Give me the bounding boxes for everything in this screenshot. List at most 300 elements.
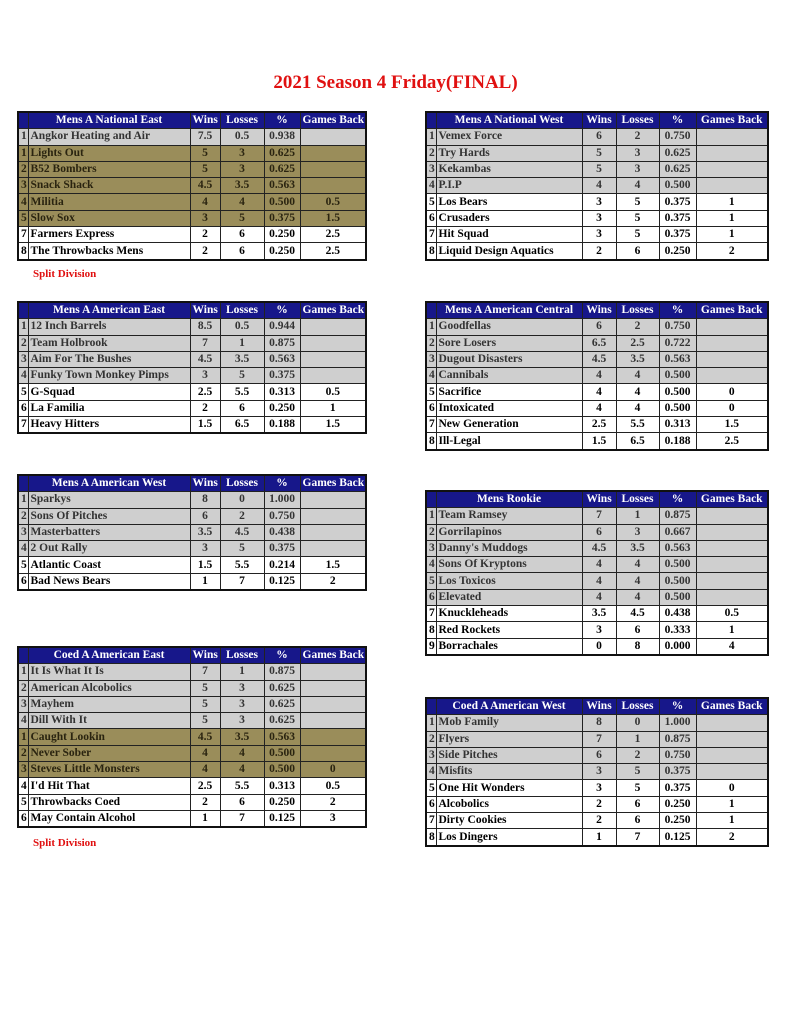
games-back (696, 557, 768, 573)
rank: 2 (18, 680, 28, 696)
team-name: Knuckleheads (436, 606, 582, 622)
table-header-row (18, 112, 366, 129)
rank: 5 (426, 384, 436, 400)
pct-header: % (264, 112, 300, 129)
games-back: 1 (696, 210, 768, 226)
table-row (18, 541, 366, 557)
rank: 2 (18, 745, 28, 761)
win-pct: 0.375 (659, 227, 696, 243)
table-row (426, 829, 768, 846)
table-row (426, 715, 768, 731)
win-pct: 0.875 (264, 664, 300, 680)
table-row (426, 335, 768, 351)
rank: 6 (426, 400, 436, 416)
losses: 1 (220, 664, 264, 680)
team-name: Slow Sox (28, 210, 190, 226)
losses: 6 (220, 227, 264, 243)
games-back (300, 145, 366, 161)
wins-header: Wins (582, 302, 616, 319)
win-pct: 0.375 (659, 194, 696, 210)
losses: 6.5 (220, 417, 264, 434)
team-name: Misfits (436, 764, 582, 780)
table-row (18, 573, 366, 590)
win-pct: 0.250 (264, 243, 300, 260)
team-name: Elevated (436, 589, 582, 605)
wins: 2.5 (582, 417, 616, 433)
table-row (18, 417, 366, 434)
losses: 5 (220, 368, 264, 384)
rank: 3 (18, 178, 28, 194)
table-row (18, 210, 366, 226)
wins: 6 (582, 524, 616, 540)
pct-header: % (659, 302, 696, 319)
losses: 7 (616, 829, 659, 846)
table-row (18, 664, 366, 680)
pct-header: % (659, 491, 696, 508)
table-row (426, 638, 768, 655)
games-back (696, 335, 768, 351)
wins: 2 (190, 794, 220, 810)
win-pct: 0.563 (659, 351, 696, 367)
rank: 8 (18, 243, 28, 260)
wins-header: Wins (190, 112, 220, 129)
wins: 4 (582, 384, 616, 400)
table-row (426, 508, 768, 524)
table-row (426, 540, 768, 556)
team-name: Sons Of Pitches (28, 508, 190, 524)
losses: 3.5 (220, 178, 264, 194)
losses: 4 (616, 573, 659, 589)
win-pct: 0.625 (264, 713, 300, 729)
rank: 1 (426, 508, 436, 524)
division-name: Mens A American Central (436, 302, 582, 319)
losses: 5.5 (220, 557, 264, 573)
games-back (696, 351, 768, 367)
losses: 5 (220, 210, 264, 226)
team-name: Mayhem (28, 696, 190, 712)
table-row (18, 713, 366, 729)
win-pct: 0.667 (659, 524, 696, 540)
games-back (696, 368, 768, 384)
wins: 2 (582, 243, 616, 260)
games-back: 2.5 (696, 433, 768, 450)
team-name: One Hit Wonders (436, 780, 582, 796)
games-back (300, 335, 366, 351)
losses: 4.5 (220, 524, 264, 540)
win-pct: 0.438 (264, 524, 300, 540)
wins: 8 (582, 715, 616, 731)
games-back (696, 508, 768, 524)
win-pct: 0.375 (264, 368, 300, 384)
team-name: Hit Squad (436, 227, 582, 243)
team-name: Caught Lookin (28, 729, 190, 745)
games-back: 1 (696, 227, 768, 243)
wins: 1.5 (190, 557, 220, 573)
win-pct: 0.563 (659, 540, 696, 556)
wins: 4 (190, 762, 220, 778)
games-back-header: Games Back (300, 112, 366, 129)
games-back: 1 (300, 400, 366, 416)
losses: 5 (616, 780, 659, 796)
wins: 4 (582, 573, 616, 589)
rank: 1 (426, 129, 436, 145)
losses-header: Losses (616, 491, 659, 508)
rank-header (426, 698, 436, 715)
win-pct: 0.625 (264, 161, 300, 177)
team-name: La Familia (28, 400, 190, 416)
table-header-row (18, 647, 366, 664)
wins: 1 (582, 829, 616, 846)
win-pct: 0.333 (659, 622, 696, 638)
win-pct: 0.563 (264, 178, 300, 194)
games-back-header: Games Back (300, 475, 366, 492)
wins: 4 (582, 178, 616, 194)
games-back-header: Games Back (696, 302, 768, 319)
losses-header: Losses (220, 112, 264, 129)
games-back (696, 573, 768, 589)
team-name: Gorrilapinos (436, 524, 582, 540)
games-back (300, 161, 366, 177)
table-row (426, 384, 768, 400)
win-pct: 0.214 (264, 557, 300, 573)
table-row (426, 606, 768, 622)
losses: 1 (220, 335, 264, 351)
wins: 5 (190, 680, 220, 696)
table-row (426, 780, 768, 796)
team-name: Funky Town Monkey Pimps (28, 368, 190, 384)
rank: 3 (426, 351, 436, 367)
table-header-row (426, 698, 768, 715)
games-back: 0 (300, 762, 366, 778)
win-pct: 0.250 (659, 796, 696, 812)
games-back: 1 (696, 813, 768, 829)
losses: 0.5 (220, 319, 264, 335)
losses: 2.5 (616, 335, 659, 351)
rank: 4 (426, 368, 436, 384)
wins: 4.5 (190, 178, 220, 194)
losses: 5.5 (220, 778, 264, 794)
games-back: 2 (300, 794, 366, 810)
games-back-header: Games Back (696, 112, 768, 129)
rank: 2 (426, 731, 436, 747)
wins: 3.5 (190, 524, 220, 540)
games-back: 1.5 (300, 417, 366, 434)
table-row (426, 400, 768, 416)
team-name: Aim For The Bushes (28, 351, 190, 367)
standings-table-coed-a-american-west (425, 697, 769, 847)
team-name: American Alcobolics (28, 680, 190, 696)
games-back-header: Games Back (300, 647, 366, 664)
wins-header: Wins (582, 491, 616, 508)
losses: 3 (220, 680, 264, 696)
losses: 4 (616, 557, 659, 573)
rank: 3 (18, 524, 28, 540)
wins: 7 (190, 664, 220, 680)
losses-header: Losses (220, 475, 264, 492)
wins: 1 (190, 810, 220, 827)
wins-header: Wins (582, 112, 616, 129)
team-name: Sore Losers (436, 335, 582, 351)
games-back (300, 368, 366, 384)
wins: 3 (582, 780, 616, 796)
rank: 6 (426, 796, 436, 812)
wins: 6 (190, 508, 220, 524)
losses-header: Losses (616, 112, 659, 129)
team-name: Snack Shack (28, 178, 190, 194)
wins: 1.5 (582, 433, 616, 450)
wins: 4 (190, 194, 220, 210)
win-pct: 0.500 (659, 400, 696, 416)
team-name: 12 Inch Barrels (28, 319, 190, 335)
team-name: Los Bears (436, 194, 582, 210)
games-back (300, 729, 366, 745)
rank-header (426, 491, 436, 508)
rank: 9 (426, 638, 436, 655)
rank: 1 (426, 319, 436, 335)
losses: 6 (220, 400, 264, 416)
wins: 6 (582, 129, 616, 145)
team-name: Red Rockets (436, 622, 582, 638)
win-pct: 0.313 (264, 384, 300, 400)
wins: 3 (582, 227, 616, 243)
rank: 2 (426, 145, 436, 161)
table-row (426, 319, 768, 335)
losses: 1 (616, 508, 659, 524)
team-name: New Generation (436, 417, 582, 433)
table-row (426, 573, 768, 589)
wins: 5 (190, 696, 220, 712)
team-name: Sons Of Kryptons (436, 557, 582, 573)
losses: 5 (616, 194, 659, 210)
wins: 3 (582, 622, 616, 638)
table-row (426, 210, 768, 226)
win-pct: 0.125 (264, 573, 300, 590)
rank: 1 (426, 715, 436, 731)
games-back: 0.5 (300, 194, 366, 210)
win-pct: 0.875 (264, 335, 300, 351)
losses: 3 (616, 524, 659, 540)
rank: 4 (18, 368, 28, 384)
losses: 7 (220, 810, 264, 827)
table-row (18, 319, 366, 335)
team-name: Team Holbrook (28, 335, 190, 351)
win-pct: 0.750 (659, 129, 696, 145)
losses: 6 (616, 813, 659, 829)
wins: 4.5 (190, 351, 220, 367)
losses: 3 (220, 696, 264, 712)
team-name: Los Dingers (436, 829, 582, 846)
games-back (696, 178, 768, 194)
rank-header (18, 647, 28, 664)
table-row (426, 178, 768, 194)
table-row (426, 243, 768, 260)
win-pct: 0.188 (264, 417, 300, 434)
team-name: Atlantic Coast (28, 557, 190, 573)
team-name: Flyers (436, 731, 582, 747)
rank: 3 (426, 161, 436, 177)
games-back: 2 (696, 829, 768, 846)
team-name: Alcobolics (436, 796, 582, 812)
table-row (18, 794, 366, 810)
team-name: Side Pitches (436, 747, 582, 763)
losses: 0 (616, 715, 659, 731)
games-back: 0 (696, 400, 768, 416)
rank: 5 (426, 194, 436, 210)
losses: 5.5 (220, 384, 264, 400)
games-back (300, 178, 366, 194)
standings-table-mens-a-american-east (17, 301, 367, 434)
table-row (426, 524, 768, 540)
table-row (18, 145, 366, 161)
games-back (300, 319, 366, 335)
table-row (18, 508, 366, 524)
table-row (426, 129, 768, 145)
games-back: 2.5 (300, 243, 366, 260)
wins: 3 (190, 541, 220, 557)
team-name: Cannibals (436, 368, 582, 384)
games-back: 1.5 (300, 210, 366, 226)
win-pct: 0.750 (659, 747, 696, 763)
table-row (426, 368, 768, 384)
win-pct: 0.375 (659, 210, 696, 226)
losses: 3 (220, 713, 264, 729)
rank: 4 (18, 713, 28, 729)
rank-header (18, 302, 28, 319)
wins: 7 (190, 335, 220, 351)
win-pct: 0.375 (659, 780, 696, 796)
split-division-note: Split Division (33, 268, 97, 280)
losses: 3.5 (616, 351, 659, 367)
losses: 4 (616, 384, 659, 400)
table-row (426, 194, 768, 210)
pct-header: % (264, 647, 300, 664)
games-back: 4 (696, 638, 768, 655)
table-row (18, 351, 366, 367)
wins: 2 (582, 796, 616, 812)
losses: 4 (616, 368, 659, 384)
win-pct: 0.750 (264, 508, 300, 524)
rank: 3 (18, 351, 28, 367)
wins: 7 (582, 508, 616, 524)
win-pct: 0.625 (659, 161, 696, 177)
losses: 4 (616, 400, 659, 416)
rank: 4 (426, 764, 436, 780)
division-name: Mens A American East (28, 302, 190, 319)
win-pct: 0.500 (659, 589, 696, 605)
table-row (426, 417, 768, 433)
rank: 7 (426, 606, 436, 622)
team-name: Militia (28, 194, 190, 210)
wins: 2.5 (190, 384, 220, 400)
table-row (18, 810, 366, 827)
table-row (18, 557, 366, 573)
wins-header: Wins (190, 475, 220, 492)
win-pct: 0.250 (264, 400, 300, 416)
wins: 4.5 (190, 729, 220, 745)
table-row (426, 622, 768, 638)
games-back (300, 129, 366, 145)
table-row (18, 194, 366, 210)
losses: 3.5 (220, 729, 264, 745)
team-name: Intoxicated (436, 400, 582, 416)
losses: 6.5 (616, 433, 659, 450)
division-name: Coed A American West (436, 698, 582, 715)
standings-table-mens-a-american-west (17, 474, 367, 591)
team-name: It Is What It Is (28, 664, 190, 680)
games-back (696, 747, 768, 763)
team-name: The Throwbacks Mens (28, 243, 190, 260)
rank-header (426, 112, 436, 129)
wins: 3 (190, 210, 220, 226)
losses: 2 (616, 747, 659, 763)
wins: 6.5 (582, 335, 616, 351)
standings-table-coed-a-american-east (17, 646, 367, 828)
losses: 0 (220, 492, 264, 508)
win-pct: 0.750 (659, 319, 696, 335)
team-name: Dugout Disasters (436, 351, 582, 367)
losses: 2 (616, 129, 659, 145)
losses: 6 (220, 243, 264, 260)
games-back (300, 664, 366, 680)
team-name: Danny's Muddogs (436, 540, 582, 556)
games-back (696, 161, 768, 177)
losses: 6 (616, 243, 659, 260)
win-pct: 0.500 (264, 194, 300, 210)
team-name: Throwbacks Coed (28, 794, 190, 810)
wins: 3 (190, 368, 220, 384)
rank: 2 (426, 335, 436, 351)
table-header-row (18, 302, 366, 319)
wins: 5 (582, 161, 616, 177)
division-name: Mens Rookie (436, 491, 582, 508)
rank-header (18, 112, 28, 129)
games-back: 3 (300, 810, 366, 827)
win-pct: 1.000 (659, 715, 696, 731)
table-row (18, 524, 366, 540)
rank: 7 (426, 227, 436, 243)
games-back: 1.5 (696, 417, 768, 433)
rank: 5 (426, 573, 436, 589)
team-name: Sparkys (28, 492, 190, 508)
wins: 7.5 (190, 129, 220, 145)
team-name: Never Sober (28, 745, 190, 761)
rank-header (18, 475, 28, 492)
win-pct: 0.722 (659, 335, 696, 351)
losses: 6 (616, 622, 659, 638)
rank: 4 (18, 194, 28, 210)
win-pct: 0.250 (659, 813, 696, 829)
team-name: B52 Bombers (28, 161, 190, 177)
team-name: Try Hards (436, 145, 582, 161)
wins-header: Wins (190, 302, 220, 319)
rank: 7 (18, 227, 28, 243)
table-row (18, 778, 366, 794)
rank: 2 (18, 161, 28, 177)
win-pct: 0.250 (264, 227, 300, 243)
table-header-row (18, 475, 366, 492)
table-row (18, 729, 366, 745)
rank: 8 (426, 829, 436, 846)
games-back: 1 (696, 194, 768, 210)
win-pct: 0.500 (659, 573, 696, 589)
games-back: 2 (696, 243, 768, 260)
win-pct: 0.250 (659, 243, 696, 260)
win-pct: 0.375 (264, 210, 300, 226)
team-name: Steves Little Monsters (28, 762, 190, 778)
games-back-header: Games Back (300, 302, 366, 319)
wins: 5 (190, 161, 220, 177)
rank: 1 (18, 664, 28, 680)
